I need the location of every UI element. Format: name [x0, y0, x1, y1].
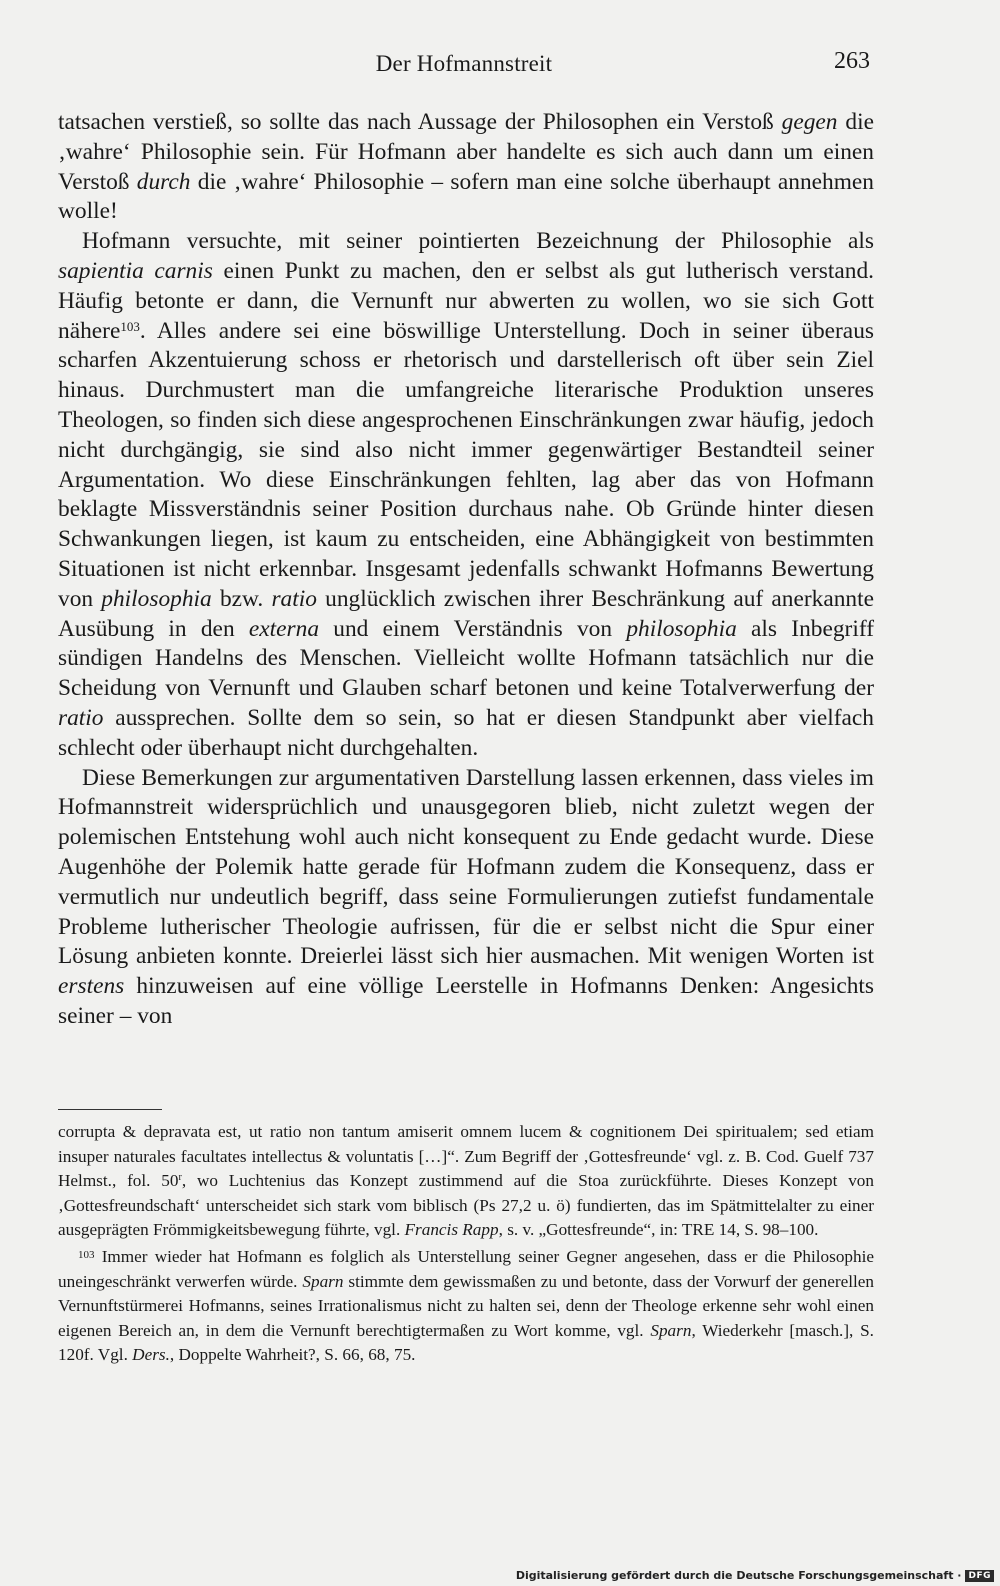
- italic-text: gegen: [781, 109, 838, 135]
- running-header: [58, 48, 870, 84]
- footnote-reference[interactable]: 103: [120, 318, 140, 334]
- text-run: . Alles andere sei eine böswillige Unterstellung. Doch in seiner überaus scharfen Akzentuierung schoss er rhetorisch und darstellerisch oft über sein Ziel hinaus. Durchmustert man die umfangreiche literarische Produktion unseres Theologen, so finden sich diese angesprochenen Einschränkungen zwar häufig, jedoch nicht durchgängig, sie sind also nicht immer gegenwärtiger Bestandteil seiner Argumentation. Wo diese Einschränkungen fehlten, lag aber das von Hofmann beklagte Missverständnis seiner Position durchaus nahe. Ob Gründe hinter diesen Schwankungen liegen, ist kaum zu entscheiden, eine Abhängigkeit von bestimmten Situationen ist nicht erkennbar. Insgesamt jedenfalls schwankt Hofmanns Bewertung von: [58, 317, 874, 612]
- italic-text: ratio: [58, 704, 104, 731]
- text-run: tatsachen verstieß, so sollte das nach Aussage der Philosophen ein Verstoß: [58, 109, 782, 135]
- footnote-103: [58, 1243, 874, 1368]
- footnote-continuation: [58, 1120, 874, 1243]
- text-run: aussprechen. Sollte dem so sein, so hat er diesen Standpunkt aber vielfach schlecht oder überhaupt nicht durchgehalten.: [58, 704, 874, 761]
- footnote-number: 103: [78, 1248, 95, 1261]
- text-run: , Wiederkehr [masch.], S. 120f. Vgl.: [58, 1320, 874, 1365]
- paragraph-3: [58, 764, 874, 1032]
- text-run: unglücklich zwischen ihrer Beschränkung auf anerkannte Ausübung in den: [58, 585, 874, 642]
- italic-text: philosophia: [626, 615, 737, 642]
- text-run: Immer wieder hat Hofmann es folglich als Unterstellung seiner Gegner angesehen, dass er die Philosophie uneingeschränkt verwerfen würde.: [58, 1246, 874, 1291]
- text-run: und einem Verständnis von: [319, 615, 627, 642]
- main-text: [58, 108, 874, 1032]
- text-run: die ‚wahre‘ Philosophie sein. Für Hofmann aber handelte es sich auch dann um einen Verstoß: [58, 109, 874, 195]
- paragraph-2: [58, 227, 874, 763]
- text-run: hinzuweisen auf eine völlige Leerstelle in Hofmanns Denken: Angesichts seiner – von: [58, 973, 874, 1029]
- paragraph-1: [58, 108, 874, 227]
- text-run: die ‚wahre‘ Philosophie – sofern man eine solche überhaupt annehmen wolle!: [58, 168, 874, 225]
- italic-text: erstens: [58, 973, 125, 1000]
- digitization-credit: Digitalisierung gefördert durch die Deutsche Forschungsgemeinschaft ·: [515, 1569, 962, 1582]
- text-run: , s. v. „Gottesfreunde“, in: TRE 14, S. 98–100.: [498, 1220, 819, 1240]
- superscript: r: [178, 1172, 182, 1184]
- text-run: , Doppelte Wahrheit?, S. 66, 68, 75.: [169, 1345, 416, 1365]
- text-run: stimmte dem gewissmaßen zu und betonte, dass der Vorwurf der generellen Vernunftstürmerei Hofmanns, seines Irrationalismus nicht zu halten sei, denn der Theologe erkenne sehr wohl einen eigenen Bereich an, in dem die Vernunft berechtigtermaßen zu Wort komme, vgl.: [58, 1271, 874, 1340]
- text-run: bzw.: [211, 585, 272, 612]
- dfg-logo: DFG: [965, 1570, 994, 1582]
- digitization-footer: [516, 1569, 994, 1582]
- italic-text: Francis Rapp: [404, 1220, 499, 1240]
- text-run: Hofmann versuchte, mit seiner pointierten Bezeichnung der Philosophie als: [82, 228, 874, 255]
- italic-text: Sparn: [650, 1320, 692, 1340]
- italic-text: externa: [248, 615, 320, 642]
- text-run: als Inbegriff sündigen Handelns des Menschen. Vielleicht wollte Hofmann tatsächlich nur die Scheidung von Vernunft und Glauben scharf betonen und keine Totalverwerfung der: [58, 615, 874, 702]
- italic-text: ratio: [271, 585, 317, 612]
- text-run: , wo Luchtenius das Konzept zustimmend auf die Stoa zurückführte. Dieses Konzept von ‚Gottesfreundschaft‘ unterscheidet sich stark vom biblisch (Ps 27,2 u. ö) fundierten, das im Spätmittelalter zu einer ausgeprägten Frömmigkeitsbewegung führte, vgl.: [58, 1171, 874, 1240]
- text-run: corrupta & depravata est, ut ratio non tantum amiserit omnem lucem & cognitionem Dei spiritualem; sed etiam insuper naturales facultates intellectus & voluntatis […]“. Zum Begriff der ‚Gottesfreunde‘ vgl. z. B. Cod. Guelf 737 Helmst., fol. 50: [58, 1122, 874, 1191]
- page-number: 263: [834, 48, 870, 74]
- footnotes: [58, 1120, 874, 1368]
- italic-text: Ders.: [132, 1345, 170, 1365]
- italic-text: durch: [136, 168, 191, 195]
- running-title: Der Hofmannstreit: [375, 51, 553, 76]
- italic-text: sapientia carnis: [58, 257, 213, 284]
- text-run: einen Punkt zu machen, den er selbst als gut lutherisch verstand. Häufig betonte er dann, die Vernunft nur abwerten zu wollen, wo sie sich Gott nähere: [58, 257, 874, 344]
- footnote-separator: [58, 1109, 162, 1110]
- text-run: Diese Bemerkungen zur argumentativen Darstellung lassen erkennen, dass vieles im Hofmannstreit widersprüchlich und unausgegoren blieb, nicht zuletzt wegen der polemischen Entstehung wohl auch nicht konsequent zu Ende gedacht wurde. Diese Augenhöhe der Polemik hatte gerade für Hofmann zudem die Konsequenz, dass er vermutlich nur undeutlich begriff, dass seine Formulierungen zutiefst fundamentale Probleme lutherischer Theologie aufrissen, für die er selbst nicht die Spur einer Lösung anbieten konnte. Dreierlei lässt sich hier ausmachen. Mit wenigen Worten ist: [58, 764, 874, 970]
- italic-text: philosophia: [101, 585, 212, 612]
- italic-text: Sparn: [302, 1271, 344, 1291]
